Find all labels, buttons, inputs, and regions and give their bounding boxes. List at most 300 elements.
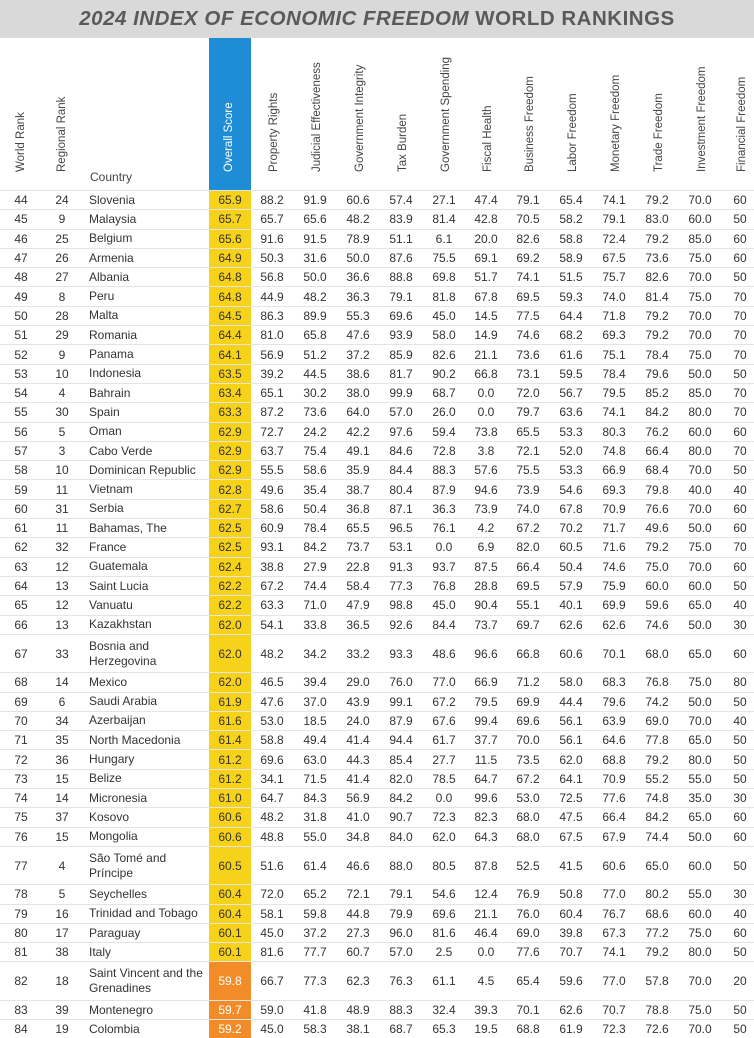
component-score-cell: 60.0 bbox=[688, 906, 712, 921]
component-score-cell: 68.6 bbox=[645, 906, 669, 921]
table-row bbox=[0, 846, 754, 884]
header-label: Business Freedom bbox=[524, 76, 536, 172]
overall-score-cell: 64.1 bbox=[209, 345, 251, 363]
component-score-cell: 78.5 bbox=[432, 771, 456, 786]
component-score-cell: 50 bbox=[733, 858, 747, 873]
header-monetary-freedom bbox=[602, 38, 632, 190]
component-score-cell: 41.8 bbox=[303, 1003, 327, 1017]
country-cell: Seychelles bbox=[89, 886, 148, 901]
component-score-cell: 55.5 bbox=[260, 463, 284, 478]
component-score-cell: 91.6 bbox=[260, 231, 284, 246]
regional-rank-cell: 5 bbox=[58, 424, 66, 439]
world-rank-cell: 64 bbox=[14, 579, 28, 594]
component-score-cell: 33.8 bbox=[303, 617, 327, 632]
header-trade-freedom bbox=[645, 38, 675, 190]
component-score-cell: 65.5 bbox=[516, 424, 540, 439]
component-score-cell: 91.3 bbox=[389, 559, 413, 574]
component-score-cell: 56.9 bbox=[260, 347, 284, 362]
table-row bbox=[0, 634, 754, 672]
component-score-cell: 87.9 bbox=[389, 713, 413, 728]
component-score-cell: 67.2 bbox=[516, 771, 540, 786]
table-row bbox=[0, 711, 754, 730]
table-row bbox=[0, 460, 754, 479]
component-score-cell: 67.8 bbox=[474, 289, 498, 304]
component-score-cell: 45.0 bbox=[432, 308, 456, 323]
overall-score-cell: 63.5 bbox=[209, 365, 251, 383]
regional-rank-cell: 37 bbox=[55, 810, 69, 825]
table-row bbox=[0, 615, 754, 634]
component-score-cell: 50.0 bbox=[688, 366, 712, 381]
component-score-cell: 70 bbox=[733, 540, 747, 555]
world-rank-cell: 61 bbox=[14, 521, 28, 536]
country-cell: Albania bbox=[89, 269, 130, 284]
world-rank-cell: 79 bbox=[14, 906, 28, 921]
component-score-cell: 76.2 bbox=[645, 424, 669, 439]
world-rank-cell: 44 bbox=[14, 193, 28, 208]
component-score-cell: 70 bbox=[733, 328, 747, 343]
header-judicial-effectiveness bbox=[303, 38, 333, 190]
component-score-cell: 64.0 bbox=[346, 405, 370, 420]
component-score-cell: 59.3 bbox=[559, 289, 583, 304]
country-cell: Kazakhstan bbox=[89, 617, 152, 632]
component-score-cell: 14.9 bbox=[474, 328, 498, 343]
regional-rank-cell: 4 bbox=[58, 386, 66, 401]
component-score-cell: 72.1 bbox=[516, 444, 540, 458]
component-score-cell: 20.0 bbox=[474, 231, 498, 246]
country-cell: Micronesia bbox=[89, 790, 148, 805]
component-score-cell: 58.3 bbox=[303, 1022, 327, 1037]
component-score-cell: 68.3 bbox=[602, 675, 626, 690]
component-score-cell: 18.5 bbox=[303, 713, 327, 728]
world-rank-cell: 74 bbox=[14, 791, 28, 806]
component-score-cell: 56.9 bbox=[346, 791, 370, 806]
component-score-cell: 60 bbox=[733, 810, 747, 825]
component-score-cell: 80.0 bbox=[688, 444, 712, 458]
overall-score-cell: 60.6 bbox=[209, 808, 251, 826]
component-score-cell: 38.1 bbox=[346, 1022, 370, 1037]
overall-score-cell: 62.2 bbox=[209, 596, 251, 614]
header-regional-rank bbox=[48, 38, 78, 190]
component-score-cell: 70 bbox=[733, 386, 747, 401]
component-score-cell: 65.4 bbox=[516, 974, 540, 989]
world-rank-cell: 83 bbox=[14, 1003, 28, 1017]
component-score-cell: 65.0 bbox=[688, 810, 712, 825]
component-score-cell: 76.0 bbox=[389, 675, 413, 690]
component-score-cell: 70.1 bbox=[602, 646, 626, 661]
component-score-cell: 49.6 bbox=[645, 521, 669, 536]
component-score-cell: 84.2 bbox=[645, 810, 669, 825]
component-score-cell: 60.6 bbox=[559, 646, 583, 661]
header-label: Labor Freedom bbox=[567, 93, 579, 172]
component-score-cell: 60.5 bbox=[559, 540, 583, 555]
component-score-cell: 62.6 bbox=[559, 1003, 583, 1017]
component-score-cell: 38.8 bbox=[260, 559, 284, 574]
component-score-cell: 55.0 bbox=[303, 829, 327, 844]
regional-rank-cell: 33 bbox=[55, 646, 69, 661]
component-score-cell: 27.3 bbox=[346, 926, 370, 941]
table-row bbox=[0, 229, 754, 248]
component-score-cell: 82.3 bbox=[474, 810, 498, 825]
component-score-cell: 40.0 bbox=[688, 482, 712, 497]
component-score-cell: 38.6 bbox=[346, 366, 370, 381]
component-score-cell: 81.6 bbox=[432, 926, 456, 941]
component-score-cell: 76.0 bbox=[516, 906, 540, 921]
country-cell: Montenegro bbox=[89, 1002, 154, 1017]
world-rank-cell: 49 bbox=[14, 289, 28, 304]
component-score-cell: 27.9 bbox=[303, 559, 327, 574]
component-score-cell: 77.0 bbox=[602, 974, 626, 989]
component-score-cell: 90.4 bbox=[474, 598, 498, 613]
component-score-cell: 58.0 bbox=[432, 328, 456, 343]
component-score-cell: 80.5 bbox=[432, 858, 456, 873]
country-cell: Guatemala bbox=[89, 559, 148, 574]
component-score-cell: 73.6 bbox=[645, 251, 669, 266]
component-score-cell: 70.9 bbox=[602, 501, 626, 516]
component-score-cell: 77.5 bbox=[516, 308, 540, 323]
overall-score-cell: 64.5 bbox=[209, 307, 251, 325]
component-score-cell: 50 bbox=[733, 270, 747, 285]
component-score-cell: 65.0 bbox=[688, 733, 712, 748]
component-score-cell: 71.8 bbox=[602, 308, 626, 323]
component-score-cell: 93.7 bbox=[432, 559, 456, 574]
world-rank-cell: 72 bbox=[14, 752, 28, 767]
component-score-cell: 71.7 bbox=[602, 521, 626, 536]
component-score-cell: 82.0 bbox=[516, 540, 540, 555]
world-rank-cell: 75 bbox=[14, 810, 28, 825]
component-score-cell: 75.0 bbox=[688, 926, 712, 941]
component-score-cell: 78.4 bbox=[602, 366, 626, 381]
component-score-cell: 69.6 bbox=[516, 713, 540, 728]
regional-rank-cell: 24 bbox=[55, 193, 69, 208]
component-score-cell: 36.6 bbox=[346, 270, 370, 285]
country-cell: Indonesia bbox=[89, 366, 142, 381]
table-row bbox=[0, 518, 754, 537]
component-score-cell: 83.0 bbox=[645, 212, 669, 227]
component-score-cell: 39.8 bbox=[559, 926, 583, 941]
component-score-cell: 80.0 bbox=[688, 752, 712, 767]
component-score-cell: 41.0 bbox=[346, 810, 370, 825]
component-score-cell: 59.5 bbox=[559, 366, 583, 381]
component-score-cell: 60 bbox=[733, 193, 747, 208]
table-row bbox=[0, 248, 754, 267]
component-score-cell: 50 bbox=[733, 1022, 747, 1037]
overall-score-cell: 63.3 bbox=[209, 403, 251, 421]
country-cell: Trinidad and Tobago bbox=[89, 906, 198, 921]
table-row bbox=[0, 209, 754, 228]
component-score-cell: 58.2 bbox=[559, 212, 583, 227]
component-score-cell: 88.8 bbox=[389, 270, 413, 285]
component-score-cell: 73.6 bbox=[516, 347, 540, 362]
component-score-cell: 2.5 bbox=[435, 945, 453, 960]
component-score-cell: 64.3 bbox=[474, 829, 498, 844]
table-row bbox=[0, 1019, 754, 1038]
component-score-cell: 84.4 bbox=[432, 617, 456, 632]
component-score-cell: 69.6 bbox=[260, 752, 284, 767]
component-score-cell: 4.2 bbox=[477, 521, 495, 536]
header-overall-score-label: Overall Score bbox=[223, 102, 235, 172]
component-score-cell: 50 bbox=[733, 579, 747, 594]
component-score-cell: 74.1 bbox=[602, 405, 626, 420]
component-score-cell: 0.0 bbox=[435, 791, 453, 806]
world-rank-cell: 69 bbox=[14, 694, 28, 709]
component-score-cell: 70.7 bbox=[602, 1003, 626, 1017]
component-score-cell: 80.0 bbox=[688, 945, 712, 960]
table-row bbox=[0, 344, 754, 363]
regional-rank-cell: 16 bbox=[55, 906, 69, 921]
table-row bbox=[0, 730, 754, 749]
component-score-cell: 36.8 bbox=[346, 501, 370, 516]
component-score-cell: 37.2 bbox=[303, 926, 327, 941]
component-score-cell: 47.9 bbox=[346, 598, 370, 613]
overall-score-cell: 59.7 bbox=[209, 1001, 251, 1019]
component-score-cell: 72.0 bbox=[260, 887, 284, 902]
component-score-cell: 58.6 bbox=[303, 463, 327, 478]
component-score-cell: 76.6 bbox=[645, 501, 669, 516]
regional-rank-cell: 39 bbox=[55, 1003, 69, 1017]
component-score-cell: 56.1 bbox=[559, 713, 583, 728]
header-label: Financial Freedom bbox=[736, 76, 748, 172]
component-score-cell: 45.0 bbox=[260, 926, 284, 941]
overall-score-cell: 61.2 bbox=[209, 770, 251, 788]
world-rank-cell: 67 bbox=[14, 646, 28, 661]
table-row bbox=[0, 383, 754, 402]
header-overall-score bbox=[209, 38, 251, 190]
regional-rank-cell: 30 bbox=[55, 405, 69, 420]
country-cell: Vietnam bbox=[89, 482, 133, 497]
world-rank-cell: 54 bbox=[14, 386, 28, 401]
component-score-cell: 41.5 bbox=[559, 858, 583, 873]
component-score-cell: 88.0 bbox=[389, 858, 413, 873]
component-score-cell: 53.0 bbox=[260, 713, 284, 728]
component-score-cell: 20 bbox=[733, 974, 747, 989]
table-row bbox=[0, 961, 754, 999]
component-score-cell: 63.7 bbox=[260, 444, 284, 458]
country-cell: Malta bbox=[89, 308, 119, 323]
component-score-cell: 50 bbox=[733, 1003, 747, 1017]
table-row bbox=[0, 595, 754, 614]
table-row bbox=[0, 190, 754, 209]
component-score-cell: 79.8 bbox=[645, 482, 669, 497]
component-score-cell: 50 bbox=[733, 733, 747, 748]
component-score-cell: 58.8 bbox=[260, 733, 284, 748]
regional-rank-cell: 19 bbox=[55, 1022, 69, 1037]
component-score-cell: 46.6 bbox=[346, 858, 370, 873]
component-score-cell: 71.2 bbox=[516, 675, 540, 690]
country-cell: Oman bbox=[89, 424, 122, 439]
overall-score-cell: 62.9 bbox=[209, 423, 251, 441]
component-score-cell: 58.0 bbox=[559, 675, 583, 690]
component-score-cell: 76.8 bbox=[645, 675, 669, 690]
component-score-cell: 0.0 bbox=[477, 405, 495, 420]
regional-rank-cell: 9 bbox=[58, 212, 66, 227]
country-cell: Mexico bbox=[89, 674, 128, 689]
component-score-cell: 61.4 bbox=[303, 858, 327, 873]
component-score-cell: 68.4 bbox=[645, 463, 669, 478]
overall-score-cell: 64.9 bbox=[209, 249, 251, 267]
table-row bbox=[0, 306, 754, 325]
component-score-cell: 46.5 bbox=[260, 675, 284, 690]
component-score-cell: 55.2 bbox=[645, 771, 669, 786]
component-score-cell: 79.9 bbox=[389, 906, 413, 921]
component-score-cell: 74.8 bbox=[645, 791, 669, 806]
table-row bbox=[0, 499, 754, 518]
overall-score-cell: 65.9 bbox=[209, 191, 251, 209]
overall-score-cell: 61.2 bbox=[209, 750, 251, 768]
country-cell: Hungary bbox=[89, 752, 135, 767]
component-score-cell: 61.7 bbox=[432, 733, 456, 748]
component-score-cell: 79.1 bbox=[602, 212, 626, 227]
country-cell: Panama bbox=[89, 347, 134, 362]
component-score-cell: 72.8 bbox=[432, 444, 456, 458]
regional-rank-cell: 12 bbox=[55, 559, 69, 574]
component-score-cell: 87.6 bbox=[389, 251, 413, 266]
component-score-cell: 61.6 bbox=[559, 347, 583, 362]
country-cell: Belize bbox=[89, 771, 122, 786]
component-score-cell: 60 bbox=[733, 559, 747, 574]
component-score-cell: 60.0 bbox=[688, 424, 712, 439]
overall-score-cell: 64.4 bbox=[209, 326, 251, 344]
regional-rank-cell: 18 bbox=[55, 974, 69, 989]
overall-score-cell: 62.0 bbox=[209, 635, 251, 672]
overall-score-cell: 60.5 bbox=[209, 847, 251, 884]
country-cell: Armenia bbox=[89, 250, 134, 265]
component-score-cell: 69.3 bbox=[602, 482, 626, 497]
component-score-cell: 70.0 bbox=[688, 308, 712, 323]
component-score-cell: 87.2 bbox=[260, 405, 284, 420]
overall-score-cell: 61.9 bbox=[209, 693, 251, 711]
table-row bbox=[0, 364, 754, 383]
component-score-cell: 44.5 bbox=[303, 366, 327, 381]
table-row bbox=[0, 672, 754, 691]
component-score-cell: 22.8 bbox=[346, 559, 370, 574]
component-score-cell: 77.7 bbox=[303, 945, 327, 960]
header-regional-rank-label: Regional Rank bbox=[56, 96, 68, 172]
component-score-cell: 78.9 bbox=[346, 231, 370, 246]
component-score-cell: 63.9 bbox=[602, 713, 626, 728]
regional-rank-cell: 25 bbox=[55, 231, 69, 246]
component-score-cell: 71.5 bbox=[303, 771, 327, 786]
component-score-cell: 21.1 bbox=[474, 906, 498, 921]
overall-score-cell: 62.9 bbox=[209, 461, 251, 479]
component-score-cell: 6.1 bbox=[435, 231, 453, 246]
overall-score-cell: 61.4 bbox=[209, 731, 251, 749]
component-score-cell: 79.2 bbox=[645, 328, 669, 343]
component-score-cell: 0.0 bbox=[477, 386, 495, 401]
component-score-cell: 99.9 bbox=[389, 386, 413, 401]
component-score-cell: 79.2 bbox=[645, 308, 669, 323]
header-label: Property Rights bbox=[268, 92, 280, 172]
world-rank-cell: 66 bbox=[14, 617, 28, 632]
component-score-cell: 50 bbox=[733, 694, 747, 709]
component-score-cell: 47.4 bbox=[474, 193, 498, 208]
regional-rank-cell: 11 bbox=[55, 521, 69, 536]
component-score-cell: 35.9 bbox=[346, 463, 370, 478]
regional-rank-cell: 36 bbox=[55, 752, 69, 767]
world-rank-cell: 58 bbox=[14, 463, 28, 478]
table-row bbox=[0, 904, 754, 923]
component-score-cell: 76.9 bbox=[516, 887, 540, 902]
header-label: Government Integrity bbox=[354, 64, 366, 172]
component-score-cell: 85.0 bbox=[688, 231, 712, 246]
component-score-cell: 51.7 bbox=[474, 270, 498, 285]
component-score-cell: 60.0 bbox=[688, 212, 712, 227]
component-score-cell: 70.0 bbox=[688, 974, 712, 989]
component-score-cell: 66.8 bbox=[474, 366, 498, 381]
component-score-cell: 62.0 bbox=[432, 829, 456, 844]
regional-rank-cell: 29 bbox=[55, 328, 69, 343]
component-score-cell: 42.8 bbox=[474, 212, 498, 227]
regional-rank-cell: 35 bbox=[55, 733, 69, 748]
overall-score-cell: 62.8 bbox=[209, 480, 251, 498]
component-score-cell: 48.6 bbox=[432, 646, 456, 661]
component-score-cell: 40 bbox=[733, 713, 747, 728]
component-score-cell: 61.9 bbox=[559, 1022, 583, 1037]
component-score-cell: 64.7 bbox=[260, 791, 284, 806]
component-score-cell: 63.6 bbox=[559, 405, 583, 420]
component-score-cell: 75.0 bbox=[688, 1003, 712, 1017]
regional-rank-cell: 10 bbox=[55, 463, 69, 478]
table-row bbox=[0, 402, 754, 421]
component-score-cell: 82.0 bbox=[389, 771, 413, 786]
component-score-cell: 50 bbox=[733, 212, 747, 227]
component-score-cell: 74.6 bbox=[645, 617, 669, 632]
component-score-cell: 65.6 bbox=[303, 212, 327, 227]
component-score-cell: 62.3 bbox=[346, 974, 370, 989]
component-score-cell: 59.6 bbox=[645, 598, 669, 613]
component-score-cell: 66.4 bbox=[645, 444, 669, 458]
component-score-cell: 51.1 bbox=[389, 231, 413, 246]
component-score-cell: 74.0 bbox=[602, 289, 626, 304]
table-row bbox=[0, 286, 754, 305]
component-score-cell: 38.0 bbox=[346, 386, 370, 401]
component-score-cell: 75.0 bbox=[688, 347, 712, 362]
component-score-cell: 44.3 bbox=[346, 752, 370, 767]
regional-rank-cell: 28 bbox=[55, 308, 69, 323]
component-score-cell: 33.2 bbox=[346, 646, 370, 661]
component-score-cell: 91.5 bbox=[303, 231, 327, 246]
component-score-cell: 78.4 bbox=[303, 521, 327, 536]
regional-rank-cell: 15 bbox=[55, 771, 69, 786]
world-rank-cell: 65 bbox=[14, 598, 28, 613]
component-score-cell: 48.8 bbox=[260, 829, 284, 844]
component-score-cell: 60 bbox=[733, 521, 747, 536]
component-score-cell: 69.3 bbox=[602, 328, 626, 343]
component-score-cell: 64.7 bbox=[474, 771, 498, 786]
country-cell: Serbia bbox=[89, 501, 124, 516]
world-rank-cell: 73 bbox=[14, 771, 28, 786]
component-score-cell: 94.4 bbox=[389, 733, 413, 748]
component-score-cell: 30 bbox=[733, 791, 747, 806]
component-score-cell: 74.4 bbox=[645, 829, 669, 844]
component-score-cell: 56.7 bbox=[559, 386, 583, 401]
overall-score-cell: 62.5 bbox=[209, 538, 251, 556]
component-score-cell: 93.3 bbox=[389, 646, 413, 661]
component-score-cell: 53.1 bbox=[389, 540, 413, 555]
component-score-cell: 83.9 bbox=[389, 212, 413, 227]
component-score-cell: 4.5 bbox=[477, 974, 495, 989]
table-row bbox=[0, 769, 754, 788]
component-score-cell: 70.0 bbox=[688, 501, 712, 516]
component-score-cell: 62.6 bbox=[559, 617, 583, 632]
header-labor-freedom bbox=[559, 38, 589, 190]
component-score-cell: 60.0 bbox=[688, 579, 712, 594]
world-rank-cell: 82 bbox=[14, 974, 28, 989]
component-score-cell: 67.5 bbox=[559, 829, 583, 844]
component-score-cell: 60.0 bbox=[645, 579, 669, 594]
component-score-cell: 60.0 bbox=[688, 858, 712, 873]
component-score-cell: 57.8 bbox=[645, 974, 669, 989]
component-score-cell: 79.5 bbox=[602, 386, 626, 401]
